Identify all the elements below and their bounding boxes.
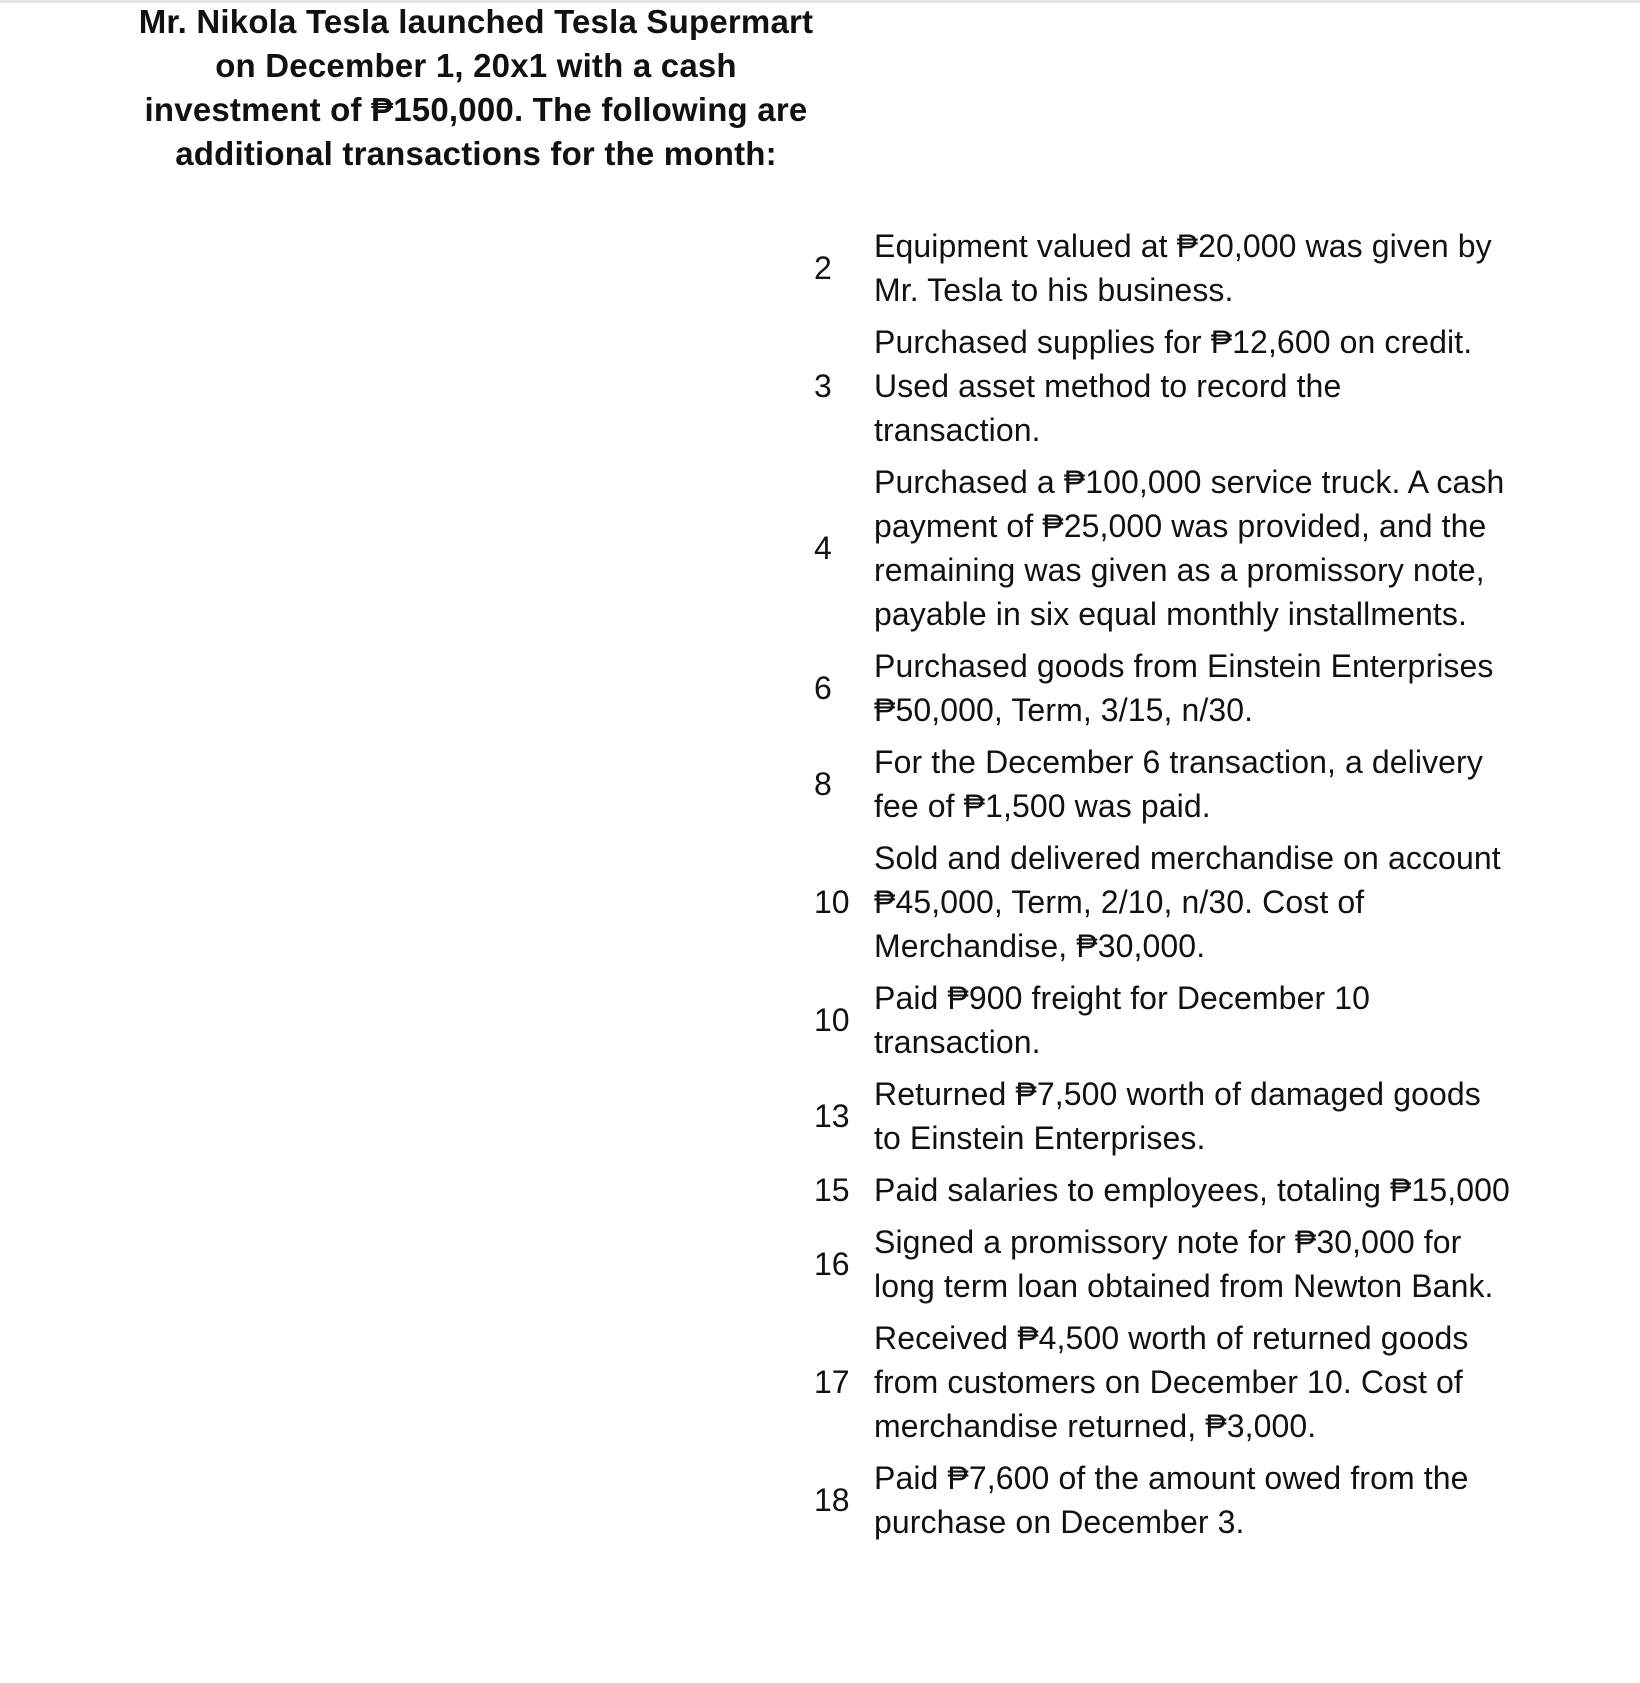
transactions-table <box>814 220 1514 1548</box>
transaction-row <box>814 220 1514 316</box>
transaction-row <box>814 736 1514 832</box>
transaction-description: Received ₱4,500 worth of returned goods from customers on December 10. Cost of merchandise returned, ₱3,000. <box>874 1320 1469 1444</box>
transaction-description: Sold and delivered merchandise on account ₱45,000, Term, 2/10, n/30. Cost of Merchandise, ₱30,000. <box>874 840 1501 964</box>
transaction-description: Purchased supplies for ₱12,600 on credit. Used asset method to record the transaction. <box>874 324 1473 448</box>
transaction-day: 17 <box>814 1364 850 1400</box>
transaction-day: 3 <box>814 368 832 404</box>
transaction-description: Paid ₱7,600 of the amount owed from the purchase on December 3. <box>874 1460 1469 1540</box>
transaction-day: 10 <box>814 1002 850 1038</box>
transaction-row <box>814 456 1514 640</box>
transaction-description: Paid ₱900 freight for December 10 transaction. <box>874 980 1371 1060</box>
transaction-row <box>814 972 1514 1068</box>
transaction-row <box>814 832 1514 972</box>
transaction-day: 16 <box>814 1246 850 1282</box>
transaction-description: Returned ₱7,500 worth of damaged goods to Einstein Enterprises. <box>874 1076 1481 1156</box>
transaction-day: 15 <box>814 1172 850 1208</box>
transaction-day: 8 <box>814 766 832 802</box>
transaction-day: 10 <box>814 884 850 920</box>
transaction-row <box>814 640 1514 736</box>
transaction-row <box>814 1312 1514 1452</box>
transaction-row <box>814 1216 1514 1312</box>
transaction-description: Paid salaries to employees, totaling ₱15,000 <box>874 1172 1510 1208</box>
transaction-row <box>814 1164 1514 1216</box>
transaction-row <box>814 1068 1514 1164</box>
problem-intro: Mr. Nikola Tesla launched Tesla Supermart on December 1, 20x1 with a cash investment of ₱150,000. The following are additional transactions for the month: <box>138 3 814 172</box>
transaction-description: Equipment valued at ₱20,000 was given by Mr. Tesla to his business. <box>874 228 1492 308</box>
transaction-description: For the December 6 transaction, a delivery fee of ₱1,500 was paid. <box>874 744 1483 824</box>
transaction-description: Purchased a ₱100,000 service truck. A cash payment of ₱25,000 was provided, and the remaining was given as a promissory note, payable in six equal monthly installments. <box>874 464 1505 632</box>
transaction-day: 18 <box>814 1482 850 1518</box>
transaction-day: 6 <box>814 670 832 706</box>
transaction-day: 4 <box>814 530 832 566</box>
transaction-description: Signed a promissory note for ₱30,000 for long term loan obtained from Newton Bank. <box>874 1224 1494 1304</box>
transaction-day: 2 <box>814 250 832 286</box>
transaction-description: Purchased goods from Einstein Enterprises ₱50,000, Term, 3/15, n/30. <box>874 648 1494 728</box>
transaction-day: 13 <box>814 1098 850 1134</box>
transaction-row <box>814 316 1514 456</box>
transaction-row <box>814 1452 1514 1548</box>
